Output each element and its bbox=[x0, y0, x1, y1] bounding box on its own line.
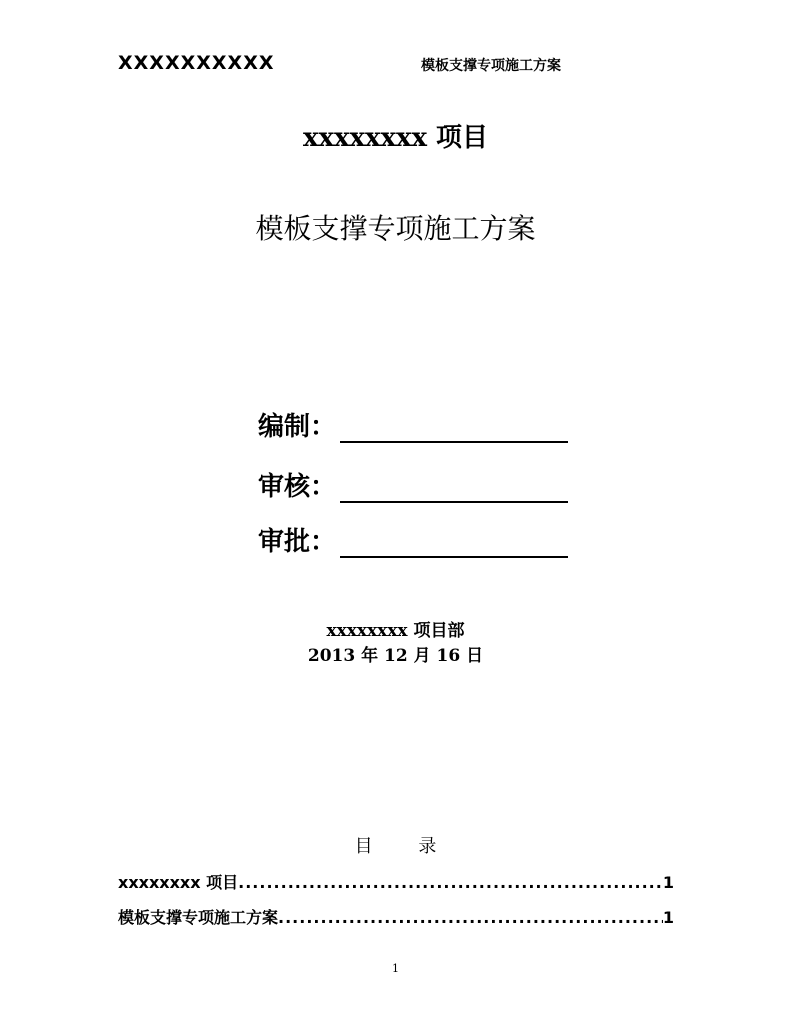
signature-row-reviewed bbox=[258, 466, 568, 503]
toc-entry-page: 1 bbox=[662, 873, 674, 892]
page-number: 1 bbox=[392, 962, 399, 975]
toc-entry[interactable] bbox=[118, 870, 674, 893]
signature-line bbox=[340, 413, 568, 443]
signature-line bbox=[340, 473, 568, 503]
project-title: xxxxxxxx 项目 bbox=[302, 123, 489, 153]
toc-title: 目 录 bbox=[354, 836, 437, 857]
document-date: 2013 年 12 月 16 日 bbox=[307, 646, 484, 666]
signature-label: 审批： bbox=[258, 527, 337, 557]
signature-row-compiled bbox=[258, 406, 568, 443]
department-name: xxxxxxxx 项目部 bbox=[326, 621, 465, 641]
header-left-text: XXXXXXXXXX bbox=[118, 52, 275, 74]
toc-entry-page: 1 bbox=[662, 908, 674, 927]
toc-entry[interactable] bbox=[118, 905, 674, 928]
signature-row-approved bbox=[258, 521, 568, 558]
signature-label: 编制： bbox=[258, 412, 337, 442]
toc-leader-dots bbox=[238, 873, 663, 892]
toc-entry-text: 模板支撑专项施工方案 bbox=[118, 908, 279, 927]
toc-entry-text: xxxxxxxx 项目 bbox=[118, 873, 239, 892]
toc-leader-dots bbox=[278, 908, 663, 927]
signature-line bbox=[340, 528, 568, 558]
plan-title: 模板支撑专项施工方案 bbox=[255, 212, 536, 245]
header-right-text: 模板支撑专项施工方案 bbox=[421, 58, 561, 74]
signature-label: 审核： bbox=[258, 472, 337, 502]
